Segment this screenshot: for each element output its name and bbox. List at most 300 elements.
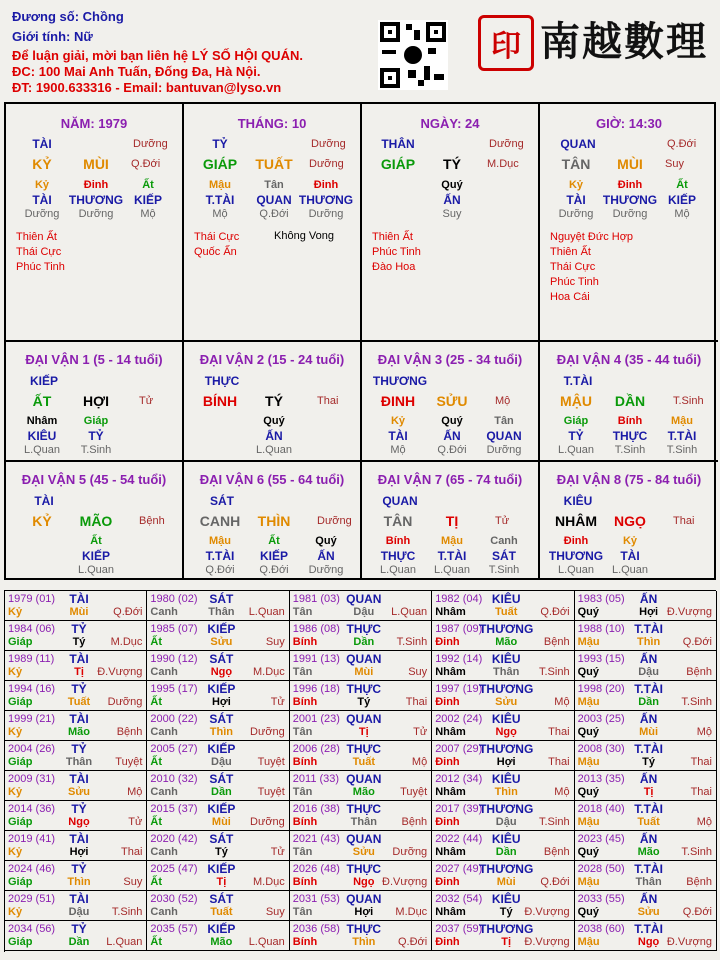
year-cell xyxy=(575,741,717,771)
year-cell xyxy=(575,771,717,801)
year-ten-god: SÁT xyxy=(209,592,234,606)
year-stage: Bệnh xyxy=(116,726,143,738)
year-cell xyxy=(432,771,574,801)
year-branch: Tị xyxy=(216,876,227,888)
year-ten-god: KIÊU xyxy=(491,652,521,666)
year-label: 1997 (19) xyxy=(435,683,483,695)
luck-stem: MẬU xyxy=(560,393,592,409)
year-label: 2034 (56) xyxy=(8,923,56,935)
pillar-stem: KỶ xyxy=(32,156,52,172)
year-ten-god: KIÊU xyxy=(491,712,521,726)
hidden-stem: Bính xyxy=(385,535,411,547)
year-label: 1992 (14) xyxy=(435,653,483,665)
year-stage: Dưỡng xyxy=(392,846,428,858)
luck-stem: CANH xyxy=(199,513,241,529)
year-cell xyxy=(147,771,289,801)
year-branch: Tị xyxy=(501,936,512,948)
year-label: 2023 (45) xyxy=(577,833,625,845)
hidden-stem: Mậu xyxy=(441,535,463,547)
pillar-branch: MÙI xyxy=(617,156,643,172)
hidden-stem: Quý xyxy=(441,415,463,427)
luck-cell xyxy=(6,342,184,462)
year-branch: Ngọ xyxy=(68,816,90,828)
year-branch: Mão xyxy=(68,726,90,738)
pillar-title: GIỜ: 14:30 xyxy=(595,116,662,131)
year-ten-god: T.TÀI xyxy=(634,742,663,756)
year-ten-god: THỰC xyxy=(346,922,382,936)
year-label: 2004 (26) xyxy=(8,743,56,755)
year-label: 2000 (22) xyxy=(150,713,198,725)
hidden-stage: T.Sinh xyxy=(614,444,646,456)
year-label: 1980 (02) xyxy=(150,593,198,605)
year-cell xyxy=(5,681,147,711)
year-branch: Mão xyxy=(352,786,375,798)
hidden-ten-god: ẤN xyxy=(265,429,283,443)
year-branch: Tuất xyxy=(67,696,91,708)
pillar-top-god: QUAN xyxy=(560,137,596,151)
year-label: 2035 (57) xyxy=(150,923,198,935)
hidden-ten-god: T.TÀI xyxy=(205,193,235,207)
year-cell xyxy=(432,591,574,621)
year-cell xyxy=(5,621,147,651)
year-ten-god: QUAN xyxy=(346,832,382,846)
year-label: 2030 (52) xyxy=(150,893,198,905)
year-stem: Giáp xyxy=(8,936,33,948)
year-label: 1994 (16) xyxy=(8,683,56,695)
year-stage: Bệnh xyxy=(543,846,570,858)
year-cell xyxy=(575,651,717,681)
year-branch: Ngọ xyxy=(210,666,233,678)
hidden-ten-god: TÀI xyxy=(32,193,52,207)
year-stem: Ất xyxy=(150,876,162,888)
year-stage: Q.Đới xyxy=(397,936,428,948)
year-label: 1990 (12) xyxy=(150,653,198,665)
year-cell xyxy=(575,861,717,891)
year-branch: Tị xyxy=(74,666,84,678)
luck-stage: Tử xyxy=(495,515,510,527)
year-ten-god: TÀI xyxy=(69,652,89,666)
year-stem: Tân xyxy=(292,846,313,858)
pillar-stage: Suy xyxy=(665,158,684,170)
year-label: 1988 (10) xyxy=(577,623,625,635)
hidden-ten-god: THƯƠNG xyxy=(298,193,354,207)
year-cell xyxy=(432,861,574,891)
symbolic-star: Thái Cực xyxy=(194,231,240,243)
year-cell xyxy=(147,831,289,861)
luck-cell xyxy=(540,342,718,462)
hidden-stem: Đinh xyxy=(617,179,643,191)
pillar-title: NGÀY: 24 xyxy=(420,116,480,131)
year-cell xyxy=(432,651,574,681)
year-ten-god: THỰC xyxy=(346,802,382,816)
year-cell xyxy=(147,801,289,831)
year-cell xyxy=(147,711,289,741)
pillar-top-stage: Dưỡng xyxy=(489,138,524,150)
year-branch: Mùi xyxy=(354,666,374,678)
luck-branch: TÝ xyxy=(265,393,283,409)
hidden-ten-god: KIẾP xyxy=(259,549,289,563)
year-stage: Suy xyxy=(265,636,285,648)
year-stage: Mộ xyxy=(411,756,428,768)
year-stage: Tử xyxy=(270,696,285,708)
symbolic-star: Phúc Tinh xyxy=(16,261,65,273)
owner-line: Đương số: Chồng xyxy=(12,9,124,24)
hidden-stage: L.Quan xyxy=(379,564,417,576)
hidden-stage: Mộ xyxy=(212,208,228,220)
year-stage: T.Sinh xyxy=(396,636,428,648)
hidden-stem: Đinh xyxy=(313,179,339,191)
year-label: 2005 (27) xyxy=(150,743,198,755)
year-ten-god: ẤN xyxy=(639,772,658,786)
year-stem: Ất xyxy=(150,936,162,948)
year-stem: Tân xyxy=(292,786,313,798)
year-branch: Dần xyxy=(68,936,90,948)
year-ten-god: TỶ xyxy=(71,742,87,756)
year-ten-god: TÀI xyxy=(69,892,89,906)
hidden-stem: Quý xyxy=(441,179,463,191)
luck-stem: ĐINH xyxy=(380,393,416,409)
year-cell xyxy=(147,741,289,771)
pillar-top-stage: Q.Đới xyxy=(667,138,697,150)
year-stage: Mộ xyxy=(554,786,570,798)
hidden-ten-god: KIÊU xyxy=(27,429,57,443)
hidden-stage: L.Quan xyxy=(23,444,61,456)
year-label: 2014 (36) xyxy=(8,803,56,815)
year-stage: Dưỡng xyxy=(250,816,285,828)
year-stem: Mậu xyxy=(577,636,600,648)
chart-grid xyxy=(4,102,716,580)
year-stage: Q.Đới xyxy=(113,606,143,618)
year-stage: Suy xyxy=(265,906,285,918)
year-ten-god: KIÊU xyxy=(491,592,521,606)
year-ten-god: KIẾP xyxy=(207,682,236,696)
luck-title: ĐẠI VẬN 8 (75 - 84 tuổi) xyxy=(556,472,702,487)
year-stage: Bệnh xyxy=(686,666,712,678)
hidden-stem: Kỷ xyxy=(34,179,50,191)
year-stem: Giáp xyxy=(8,636,33,648)
year-branch: Dậu xyxy=(68,906,90,918)
year-label: 2006 (28) xyxy=(292,743,340,755)
year-stem: Mậu xyxy=(577,696,600,708)
year-branch: Thìn xyxy=(209,726,233,738)
address-line: ĐC: 100 Mai Anh Tuấn, Đống Đa, Hà Nội. xyxy=(12,64,261,79)
year-label: 2016 (38) xyxy=(292,803,340,815)
year-cell xyxy=(290,921,432,951)
year-ten-god: KIẾP xyxy=(207,862,236,876)
year-cell xyxy=(290,651,432,681)
year-branch: Dậu xyxy=(495,816,517,828)
year-ten-god: THƯƠNG xyxy=(479,862,534,876)
hidden-stem: Ất xyxy=(90,535,102,547)
luck-stage: Thai xyxy=(317,395,339,407)
year-branch: Tị xyxy=(358,726,369,738)
year-branch: Sửu xyxy=(67,786,91,798)
year-ten-god: THƯƠNG xyxy=(479,802,534,816)
year-ten-god: ẤN xyxy=(639,592,658,606)
year-stem: Đinh xyxy=(435,696,460,708)
luck-title: ĐẠI VẬN 3 (25 - 34 tuổi) xyxy=(377,352,523,367)
year-ten-god: T.TÀI xyxy=(634,622,663,636)
year-branch: Hợi xyxy=(211,696,231,708)
year-branch: Thân xyxy=(493,666,520,678)
luck-branch: NGỌ xyxy=(614,513,646,529)
year-label: 1993 (15) xyxy=(577,653,625,665)
hidden-stage: L.Quan xyxy=(557,444,595,456)
year-stage: Thai xyxy=(690,756,712,768)
luck-stem: BÍNH xyxy=(202,393,238,409)
year-stem: Bính xyxy=(292,936,318,948)
year-label: 1987 (09) xyxy=(435,623,483,635)
hidden-ten-god: ẤN xyxy=(443,193,461,207)
year-branch: Tý xyxy=(642,756,656,768)
year-branch: Mùi xyxy=(69,606,89,618)
hidden-ten-god: SÁT xyxy=(492,549,516,563)
year-branch: Dần xyxy=(211,786,232,798)
year-stage: L.Quan xyxy=(248,936,285,948)
hidden-stage: L.Quan xyxy=(255,444,293,456)
year-stem: Nhâm xyxy=(435,726,466,738)
year-cell xyxy=(147,921,289,951)
year-cell xyxy=(5,891,147,921)
year-cell xyxy=(432,831,574,861)
year-label: 2024 (46) xyxy=(8,863,56,875)
year-branch: Hợi xyxy=(69,846,89,858)
year-stage: Mộ xyxy=(696,816,712,828)
luck-branch: DẦN xyxy=(614,393,646,409)
year-ten-god: T.TÀI xyxy=(634,862,663,876)
year-ten-god: SÁT xyxy=(209,652,234,666)
year-branch: Dần xyxy=(495,846,517,858)
pillar-top-god: TỶ xyxy=(212,137,228,151)
hidden-stage: L.Quan xyxy=(433,564,471,576)
year-branch: Tuất xyxy=(494,606,518,618)
luck-ten-god: TÀI xyxy=(34,494,54,508)
year-branch: Mão xyxy=(637,846,660,858)
year-ten-god: THƯƠNG xyxy=(479,682,534,696)
year-stage: Thai xyxy=(548,756,570,768)
luck-branch: THÌN xyxy=(257,513,291,529)
hidden-ten-god: KIẾP xyxy=(133,193,163,207)
year-stem: Nhâm xyxy=(435,846,466,858)
pillar-stem: GIÁP xyxy=(202,156,238,172)
year-cell xyxy=(575,801,717,831)
year-label: 2011 (33) xyxy=(292,773,340,785)
year-label: 1982 (04) xyxy=(435,593,483,605)
year-stem: Bính xyxy=(292,636,318,648)
luck-branch: HỢI xyxy=(83,393,109,409)
year-cell xyxy=(432,741,574,771)
year-branch: Mão xyxy=(210,936,233,948)
year-cell xyxy=(575,591,717,621)
year-label: 2033 (55) xyxy=(577,893,625,905)
year-stage: T.Sinh xyxy=(681,696,712,708)
year-ten-god: ẤN xyxy=(639,652,658,666)
year-label: 2025 (47) xyxy=(150,863,198,875)
pillar-stem: TÂN xyxy=(561,156,591,172)
luck-branch: MÃO xyxy=(79,513,113,529)
year-cell xyxy=(290,891,432,921)
year-stem: Nhâm xyxy=(435,906,466,918)
year-label: 2007 (29) xyxy=(435,743,483,755)
year-stage: T.Sinh xyxy=(111,906,143,918)
year-cell xyxy=(290,861,432,891)
header xyxy=(0,0,720,100)
year-stage: L.Quan xyxy=(248,606,285,618)
year-ten-god: QUAN xyxy=(346,892,382,906)
year-cell xyxy=(290,771,432,801)
year-label: 1979 (01) xyxy=(8,593,56,605)
year-stem: Ất xyxy=(150,696,162,708)
year-label: 1983 (05) xyxy=(577,593,625,605)
year-branch: Sửu xyxy=(495,696,518,708)
hidden-ten-god: T.TÀI xyxy=(205,549,235,563)
year-ten-god: KIẾP xyxy=(207,922,236,936)
qr-code-icon[interactable] xyxy=(378,20,448,90)
year-stem: Nhâm xyxy=(435,786,466,798)
year-label: 1996 (18) xyxy=(292,683,340,695)
year-stem: Đinh xyxy=(435,936,460,948)
year-label: 2037 (59) xyxy=(435,923,483,935)
pillar-branch: TUẤT xyxy=(255,156,293,172)
luck-title: ĐẠI VẬN 5 (45 - 54 tuổi) xyxy=(21,472,167,487)
year-stage: Q.Đới xyxy=(540,876,570,888)
year-cell xyxy=(147,681,289,711)
year-label: 2022 (44) xyxy=(435,833,483,845)
symbolic-star: Phúc Tinh xyxy=(550,276,599,288)
hidden-stage: L.Quan xyxy=(77,564,115,576)
luck-stem: ẤT xyxy=(32,393,52,409)
year-cell xyxy=(290,681,432,711)
hidden-stem: Ất xyxy=(676,179,688,191)
year-branch: Sửu xyxy=(637,906,660,918)
year-cell xyxy=(5,591,147,621)
year-stem: Tân xyxy=(292,906,313,918)
hidden-stem: Nhâm xyxy=(26,415,58,427)
year-label: 2027 (49) xyxy=(435,863,483,875)
year-stage: L.Quan xyxy=(391,606,428,618)
year-branch: Thân xyxy=(208,606,235,618)
year-ten-god: TỶ xyxy=(71,922,87,936)
year-ten-god: ẤN xyxy=(639,832,658,846)
year-label: 2003 (25) xyxy=(577,713,625,725)
annual-table xyxy=(4,590,716,952)
hidden-ten-god: TÀI xyxy=(620,549,640,563)
pillar-stage: M.Dục xyxy=(487,158,519,170)
year-cell xyxy=(290,591,432,621)
year-cell xyxy=(432,711,574,741)
luck-cell xyxy=(6,462,184,580)
luck-stage: T.Sinh xyxy=(673,395,704,407)
hidden-stage: L.Quan xyxy=(557,564,595,576)
luck-stage: Bệnh xyxy=(139,515,165,527)
luck-stem: NHÂM xyxy=(555,513,597,529)
hidden-stage: Dưỡng xyxy=(612,208,648,220)
year-branch: Hợi xyxy=(496,756,516,768)
year-stem: Bính xyxy=(292,696,318,708)
year-stem: Giáp xyxy=(8,756,33,768)
year-label: 2031 (53) xyxy=(292,893,340,905)
luck-ten-god: KIẾP xyxy=(29,374,59,388)
year-cell xyxy=(432,801,574,831)
year-label: 2028 (50) xyxy=(577,863,625,875)
year-branch: Thân xyxy=(635,876,662,888)
year-ten-god: SÁT xyxy=(209,712,234,726)
year-ten-god: THỰC xyxy=(346,742,382,756)
luck-cell xyxy=(184,342,362,462)
seal-icon: 印 xyxy=(478,15,534,71)
year-ten-god: TÀI xyxy=(69,832,89,846)
luck-ten-god: THỰC xyxy=(204,374,240,388)
year-stage: M.Dục xyxy=(253,666,285,678)
year-stem: Canh xyxy=(150,666,178,678)
year-cell xyxy=(5,771,147,801)
luck-title: ĐẠI VẬN 1 (5 - 14 tuổi) xyxy=(25,352,163,367)
year-stem: Quý xyxy=(577,786,599,798)
year-ten-god: TỶ xyxy=(71,682,87,696)
year-stage: Bệnh xyxy=(686,876,712,888)
pillar-top-god: TÀI xyxy=(32,137,52,151)
year-label: 2019 (41) xyxy=(8,833,56,845)
year-label: 1981 (03) xyxy=(292,593,340,605)
year-branch: Thìn xyxy=(352,936,376,948)
year-cell xyxy=(290,831,432,861)
year-stem: Đinh xyxy=(435,876,460,888)
pillar-cell xyxy=(184,104,362,342)
symbolic-star: Thái Cực xyxy=(550,261,596,273)
year-stage: T.Sinh xyxy=(539,666,570,678)
year-stem: Mậu xyxy=(577,936,600,948)
year-branch: Dậu xyxy=(638,666,659,678)
year-stage: Đ.Vượng xyxy=(524,936,570,948)
hidden-stem: Mậu xyxy=(209,179,231,191)
year-label: 2026 (48) xyxy=(292,863,340,875)
year-label: 2010 (32) xyxy=(150,773,198,785)
year-branch: Ngọ xyxy=(637,936,660,948)
year-branch: Tý xyxy=(357,696,371,708)
year-label: 1985 (07) xyxy=(150,623,198,635)
symbolic-star: Nguyệt Đức Hợp xyxy=(550,231,634,243)
year-branch: Tị xyxy=(643,786,654,798)
year-ten-god: THỰC xyxy=(346,862,382,876)
year-label: 2029 (51) xyxy=(8,893,56,905)
year-stage: Đ.Vượng xyxy=(382,876,428,888)
year-stem: Bính xyxy=(292,816,318,828)
hidden-stem: Kỷ xyxy=(622,535,638,547)
year-branch: Hợi xyxy=(354,906,374,918)
year-stage: Suy xyxy=(123,876,143,888)
hidden-ten-god: T.TÀI xyxy=(437,549,467,563)
year-stem: Kỷ xyxy=(8,606,23,618)
year-stem: Đinh xyxy=(435,756,460,768)
symbolic-star: Đào Hoa xyxy=(372,261,416,273)
year-stage: Tuyệt xyxy=(400,786,428,798)
year-stem: Đinh xyxy=(435,816,460,828)
year-stage: Mộ xyxy=(554,696,570,708)
year-stage: Dưỡng xyxy=(107,696,143,708)
year-cell xyxy=(147,861,289,891)
year-ten-god: THƯƠNG xyxy=(479,922,534,936)
year-cell xyxy=(5,711,147,741)
year-stage: Bệnh xyxy=(543,636,570,648)
luck-cell xyxy=(184,462,362,580)
hidden-ten-god: QUAN xyxy=(486,429,522,443)
year-stem: Giáp xyxy=(8,876,33,888)
hidden-stage: Q.Đới xyxy=(259,208,289,220)
year-stage: Mộ xyxy=(127,786,143,798)
symbolic-star: Thiên Ất xyxy=(16,231,57,243)
year-stage: Q.Đới xyxy=(682,906,712,918)
year-cell xyxy=(575,921,717,951)
